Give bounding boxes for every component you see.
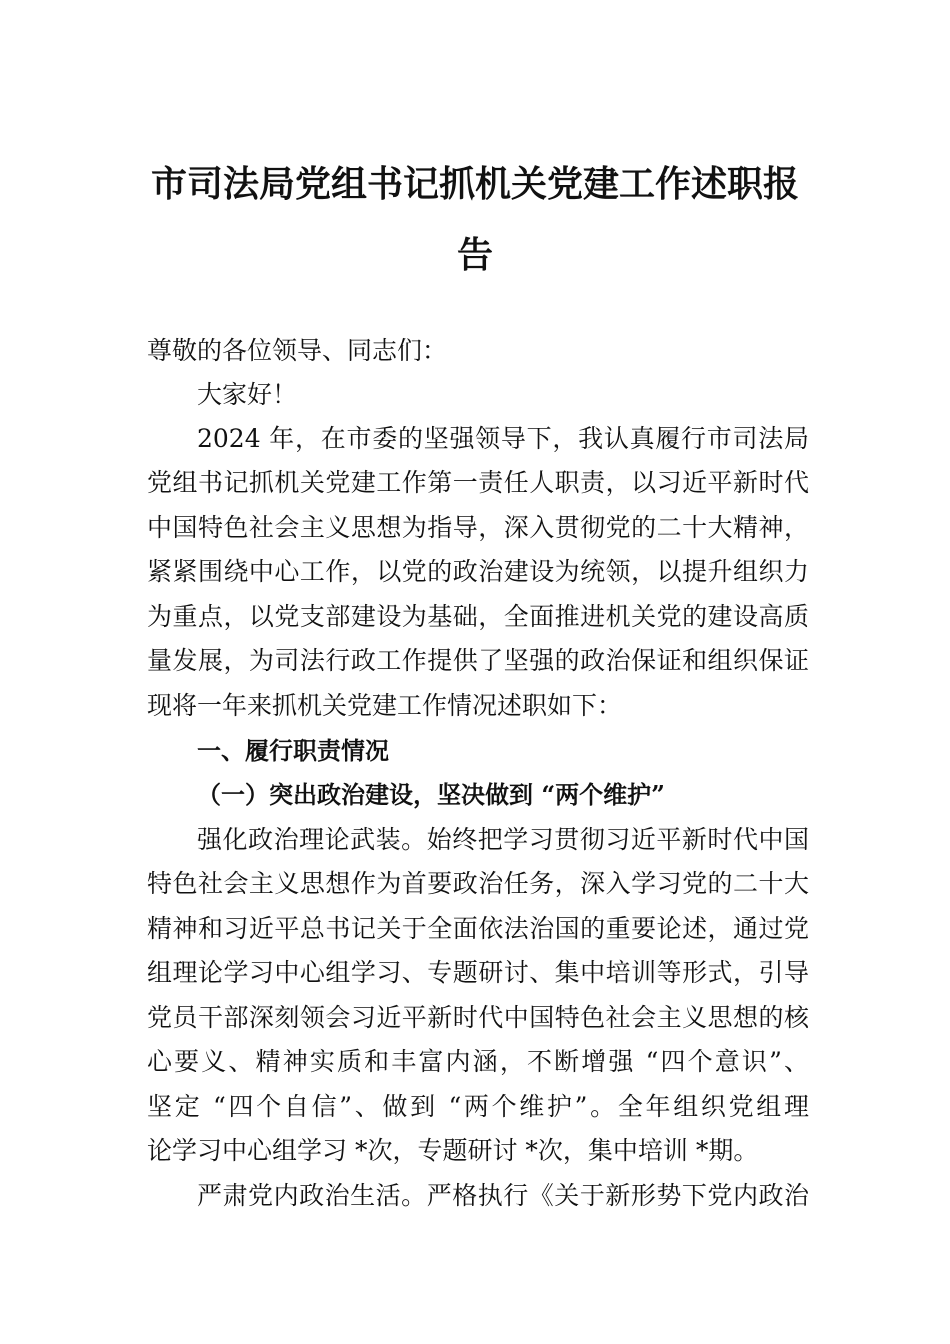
intro-line: 量发展，为司法行政工作提供了坚强的政治保证和组织保证 (147, 646, 809, 675)
intro-line: 为重点，以党支部建设为基础，全面推进机关党的建设高质 (147, 602, 809, 631)
intro-line: 现将一年来抓机关党建工作情况述职如下： (147, 691, 623, 720)
intro-line: 紧紧围绕中心工作，以党的政治建设为统领，以提升组织力 (147, 557, 809, 586)
body-line: 精神和习近平总书记关于全面依法治国的重要论述，通过党 (147, 914, 809, 943)
section-heading: 一、履行职责情况 (197, 737, 389, 765)
subsection-heading: （一）突出政治建设，坚决做到 “两个维护” (197, 780, 665, 809)
intro-line: 党组书记抓机关党建工作第一责任人职责，以习近平新时代 (147, 468, 809, 497)
document-title-line-2: 告 (456, 234, 493, 276)
body-line: 心要义、精神实质和丰富内涵，不断增强 “四个意识”、 (147, 1047, 809, 1076)
salutation: 尊敬的各位领导、同志们： (147, 336, 448, 365)
body-line: 严肃党内政治生活。严格执行《关于新形势下党内政治 (197, 1181, 809, 1210)
body-line: 党员干部深刻领会习近平新时代中国特色社会主义思想的核 (147, 1003, 809, 1032)
intro-line: 2024 年，在市委的坚强领导下，我认真履行市司法局 (197, 424, 809, 453)
greeting: 大家好！ (197, 380, 298, 409)
body-line: 论学习中心组学习 *次，专题研讨 *次，集中培训 *期。 (147, 1136, 759, 1165)
body-line: 组理论学习中心组学习、专题研讨、集中培训等形式，引导 (147, 958, 809, 987)
body-line: 强化政治理论武装。始终把学习贯彻习近平新时代中国 (197, 825, 809, 854)
body-line: 特色社会主义思想作为首要政治任务，深入学习党的二十大 (147, 869, 809, 898)
document-title-line-1: 市司法局党组书记抓机关党建工作述职报 (150, 163, 799, 205)
body-line: 坚定 “四个自信”、做到 “两个维护”。全年组织党组理 (147, 1092, 809, 1121)
intro-line: 中国特色社会主义思想为指导，深入贯彻党的二十大精神， (147, 513, 809, 542)
